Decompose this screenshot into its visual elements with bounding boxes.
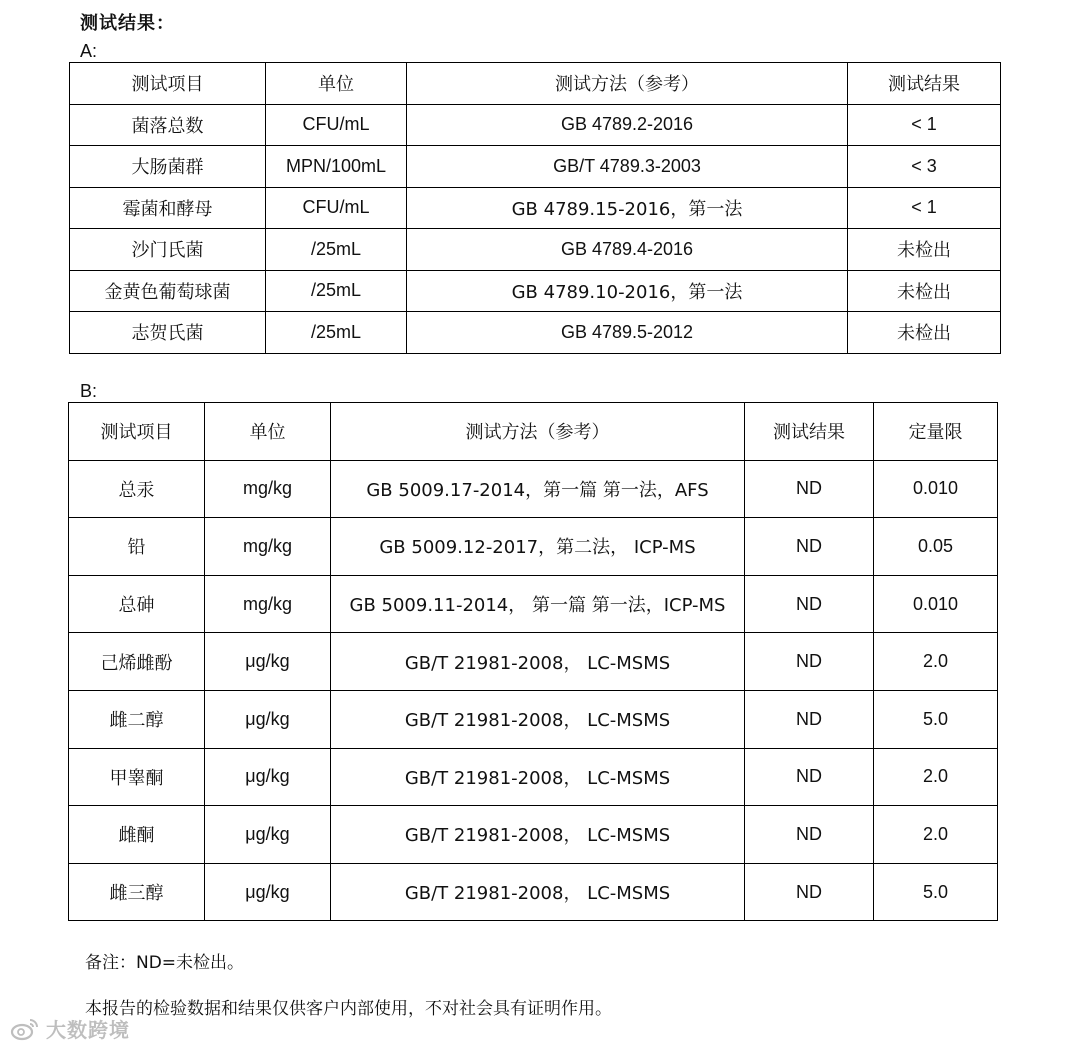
cell-method: GB/T 4789.3-2003 [407, 146, 848, 188]
cell-method: GB 4789.2-2016 [407, 104, 848, 146]
microbiology-results-body [70, 63, 1001, 354]
header-cell-item: 测试项目 [69, 403, 205, 461]
cell-result: < 1 [848, 187, 1001, 229]
cell-unit: CFU/mL [266, 104, 407, 146]
cell-unit: mg/kg [205, 460, 331, 518]
microbiology-results-table [69, 62, 1001, 354]
cell-limit: 2.0 [874, 748, 998, 806]
cell-method: GB/T 21981-2008， LC-MSMS [331, 690, 745, 748]
remark-note: 备注：ND=未检出。 [85, 953, 245, 973]
cell-item: 大肠菌群 [70, 146, 266, 188]
cell-result: 未检出 [848, 229, 1001, 271]
table-row [69, 460, 998, 518]
disclaimer-note: 本报告的检验数据和结果仅供客户内部使用，不对社会具有证明作用。 [85, 999, 612, 1019]
cell-method: GB/T 21981-2008， LC-MSMS [331, 748, 745, 806]
cell-item: 总汞 [69, 460, 205, 518]
header-cell-method: 测试方法（参考） [331, 403, 745, 461]
cell-method: GB 4789.5-2012 [407, 312, 848, 354]
cell-item: 沙门氏菌 [70, 229, 266, 271]
table-row [70, 146, 1001, 188]
table-row [69, 518, 998, 576]
cell-limit: 0.010 [874, 575, 998, 633]
cell-limit: 2.0 [874, 633, 998, 691]
cell-unit: μg/kg [205, 863, 331, 921]
cell-result: 未检出 [848, 312, 1001, 354]
header-cell-method: 测试方法（参考） [407, 63, 848, 105]
cell-result: 未检出 [848, 270, 1001, 312]
cell-method: GB 4789.15-2016，第一法 [407, 187, 848, 229]
cell-method: GB/T 21981-2008， LC-MSMS [331, 633, 745, 691]
cell-item: 雌酮 [69, 806, 205, 864]
table-row [70, 187, 1001, 229]
header-cell-item: 测试项目 [70, 63, 266, 105]
table-row [69, 575, 998, 633]
cell-unit: mg/kg [205, 575, 331, 633]
cell-item: 志贺氏菌 [70, 312, 266, 354]
header-cell-result: 测试结果 [848, 63, 1001, 105]
cell-result: < 1 [848, 104, 1001, 146]
cell-unit: CFU/mL [266, 187, 407, 229]
cell-unit: mg/kg [205, 518, 331, 576]
results-heading: 测试结果： [80, 13, 175, 34]
header-cell-unit: 单位 [205, 403, 331, 461]
cell-result: ND [745, 460, 874, 518]
cell-result: ND [745, 806, 874, 864]
table-row [70, 312, 1001, 354]
cell-unit: μg/kg [205, 633, 331, 691]
table-row [69, 748, 998, 806]
cell-method: GB 5009.11-2014， 第一篇 第一法，ICP-MS [331, 575, 745, 633]
table-row [69, 863, 998, 921]
section-b-label: B: [80, 381, 98, 401]
cell-item: 金黄色葡萄球菌 [70, 270, 266, 312]
contaminant-results-body [69, 403, 998, 921]
table-header-row [69, 403, 998, 461]
cell-result: < 3 [848, 146, 1001, 188]
table-row [69, 690, 998, 748]
cell-item: 雌二醇 [69, 690, 205, 748]
cell-method: GB 5009.12-2017，第二法， ICP-MS [331, 518, 745, 576]
cell-item: 总砷 [69, 575, 205, 633]
cell-item: 雌三醇 [69, 863, 205, 921]
cell-unit: μg/kg [205, 806, 331, 864]
watermark-text: 大数跨境 [46, 1018, 130, 1042]
cell-item: 己烯雌酚 [69, 633, 205, 691]
watermark [10, 1014, 130, 1043]
cell-unit: μg/kg [205, 690, 331, 748]
table-row [69, 806, 998, 864]
cell-method: GB/T 21981-2008， LC-MSMS [331, 863, 745, 921]
cell-result: ND [745, 748, 874, 806]
cell-result: ND [745, 575, 874, 633]
header-cell-unit: 单位 [266, 63, 407, 105]
cell-unit: MPN/100mL [266, 146, 407, 188]
cell-item: 霉菌和酵母 [70, 187, 266, 229]
contaminant-results-table [68, 402, 998, 921]
table-row [70, 270, 1001, 312]
cell-unit: /25mL [266, 270, 407, 312]
cell-result: ND [745, 690, 874, 748]
cell-unit: /25mL [266, 229, 407, 271]
cell-limit: 5.0 [874, 863, 998, 921]
section-a-label: A: [80, 41, 98, 61]
header-cell-result: 测试结果 [745, 403, 874, 461]
cell-unit: μg/kg [205, 748, 331, 806]
cell-limit: 0.05 [874, 518, 998, 576]
table-row [70, 104, 1001, 146]
cell-item: 菌落总数 [70, 104, 266, 146]
cell-method: GB 4789.4-2016 [407, 229, 848, 271]
cell-result: ND [745, 633, 874, 691]
cell-method: GB/T 21981-2008， LC-MSMS [331, 806, 745, 864]
table-row [70, 229, 1001, 271]
cell-item: 铅 [69, 518, 205, 576]
table-row [69, 633, 998, 691]
table-header-row [70, 63, 1001, 105]
cell-limit: 0.010 [874, 460, 998, 518]
cell-method: GB 4789.10-2016，第一法 [407, 270, 848, 312]
cell-limit: 5.0 [874, 690, 998, 748]
cell-limit: 2.0 [874, 806, 998, 864]
cell-result: ND [745, 863, 874, 921]
cell-result: ND [745, 518, 874, 576]
cell-item: 甲睾酮 [69, 748, 205, 806]
weibo-logo-icon [10, 1016, 40, 1042]
cell-method: GB 5009.17-2014，第一篇 第一法，AFS [331, 460, 745, 518]
header-cell-limit: 定量限 [874, 403, 998, 461]
cell-unit: /25mL [266, 312, 407, 354]
